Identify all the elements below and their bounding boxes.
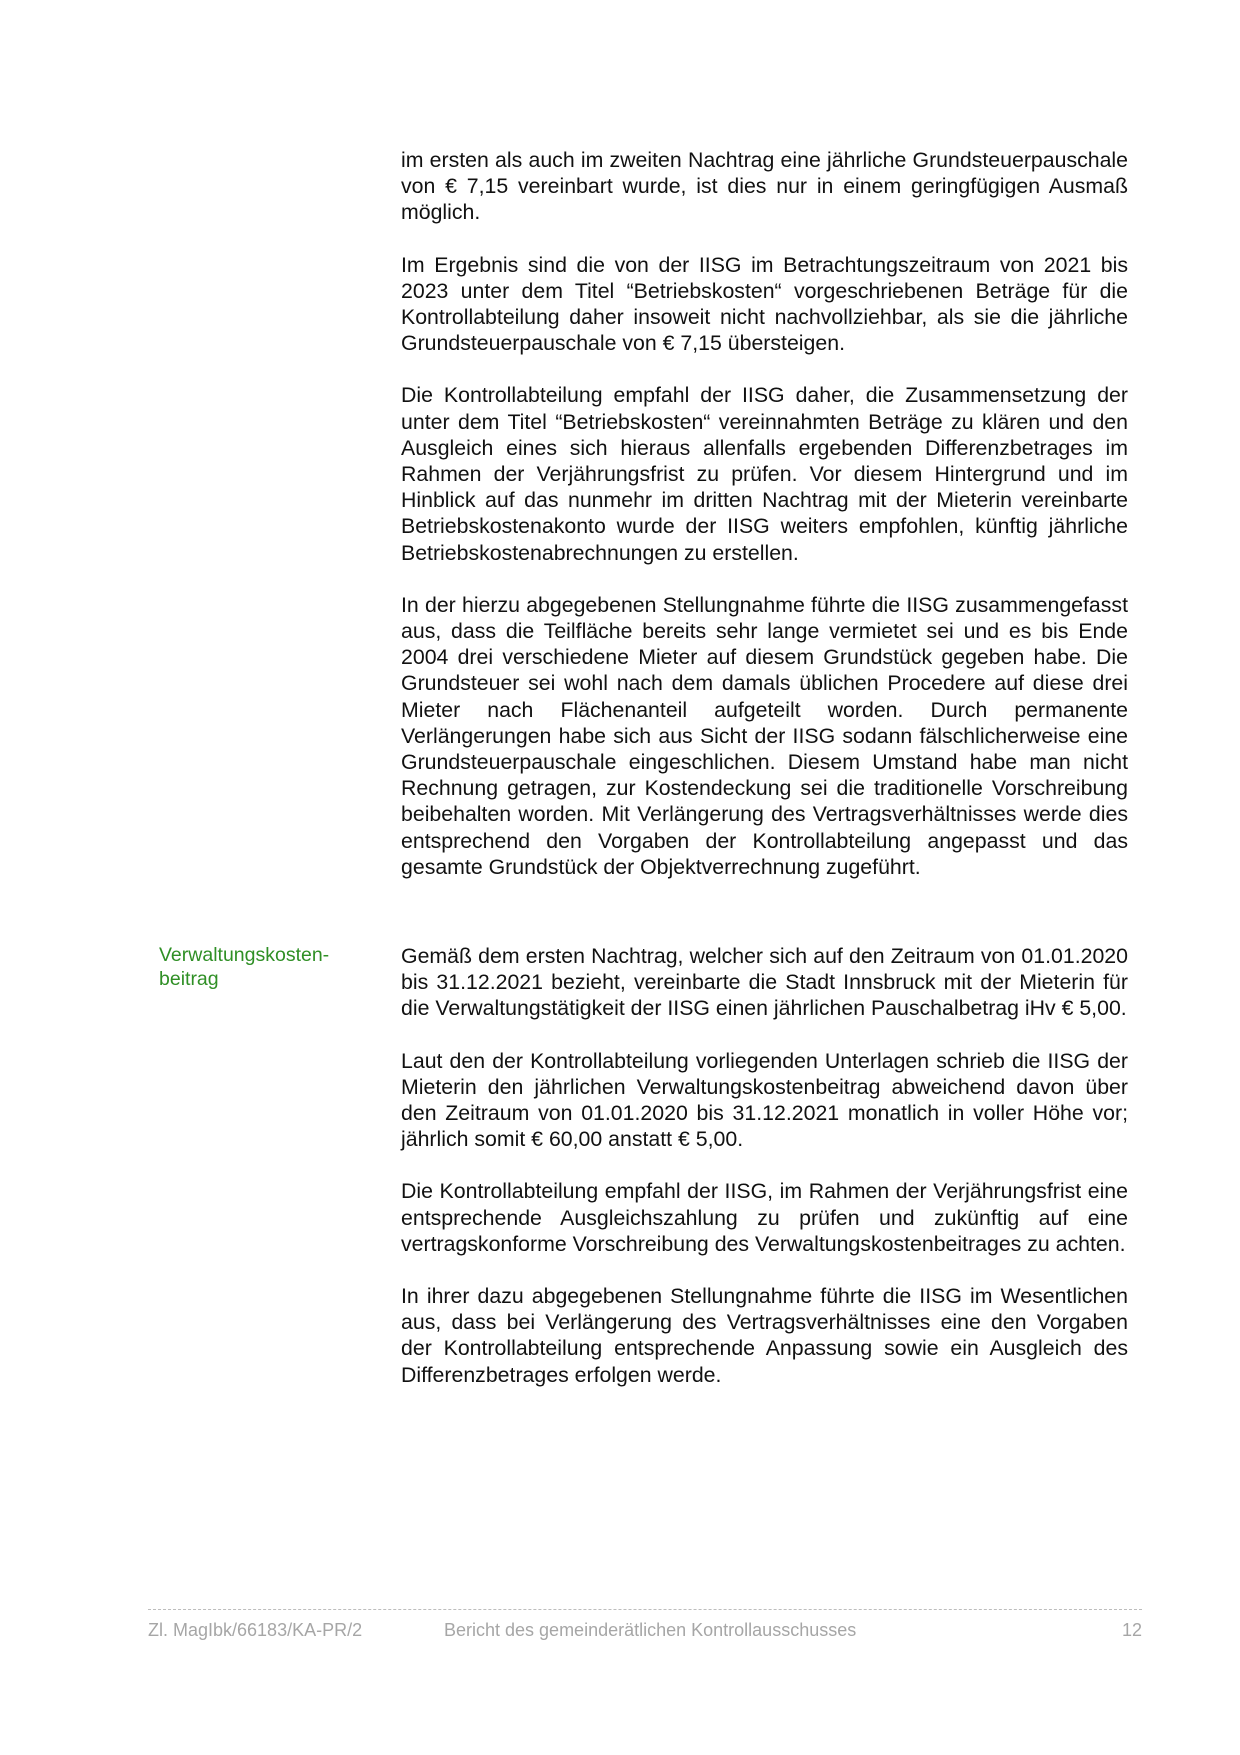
verwaltungskostenbeitrag-section <box>401 943 1128 1414</box>
margin-heading-line-2: beitrag <box>159 968 219 990</box>
paragraph-empfehlung-verwaltung: Die Kontrollabteilung empfahl der IISG, im Rahmen der Verjährungsfrist eine entsprechende Ausgleichszahlung zu prüfen und zukünftig auf eine vertragskonforme Vorschreibung des Verwaltungskostenbeitrages zu achten. <box>401 1179 1128 1256</box>
footer-reference: Zl. MagIbk/66183/KA-PR/2 <box>148 1620 363 1640</box>
paragraph-empfehlung-betriebskosten: Die Kontrollabteilung empfahl der IISG daher, die Zusammensetzung der unter dem Titel “Betriebskosten“ vereinnahmten Beträge zu klären und den Ausgleich eines sich hieraus allenfalls ergebenden Differenzbetrages im Rahmen der Verjährungsfrist zu prüfen. Vor diesem Hintergrund und im Hinblick auf das nunmehr im dritten Nachtrag mit der Mieterin vereinbarte Betriebskostenakonto wurde der IISG weiters empfohlen, künftig jährliche Betriebskostenabrechnungen zu erstellen. <box>401 383 1128 565</box>
footer-row <box>148 1620 1142 1650</box>
paragraph-ergebnis: Im Ergebnis sind die von der IISG im Betrachtungszeitraum von 2021 bis 2023 unter dem Titel “Betriebskosten“ vorgeschriebenen Beträge für die Kontrollabteilung daher insoweit nicht nachvollziehbar, als sie die jährliche Grundsteuerpauschale von € 7,15 übersteigen. <box>401 252 1128 356</box>
margin-heading-line-1: Verwaltungskosten- <box>159 944 330 966</box>
page-footer <box>148 1609 1142 1650</box>
paragraph-grundsteuer-continuation: im ersten als auch im zweiten Nachtrag eine jährliche Grundsteuerpauschale von € 7,15 vereinbart wurde, ist dies nur in einem geringfügigen Ausmaß möglich. <box>401 148 1128 225</box>
footer-divider <box>148 1609 1142 1610</box>
paragraph-stellungnahme-grundsteuer: In der hierzu abgegebenen Stellungnahme führte die IISG zusammengefasst aus, dass die Teilfläche bereits sehr lange vermietet sei und es bis Ende 2004 drei verschiedene Mieter auf diesem Grundstück gegeben habe. Die Grundsteuer sei wohl nach dem damals üblichen Procedere auf diese drei Mieter nach Flächenanteil aufgeteilt worden. Durch permanente Verlängerungen habe sich aus Sicht der IISG sodann fälschlicherweise eine Grundsteuerpauschale eingeschlichen. Diesem Umstand habe man nicht Rechnung getragen, zur Kostendeckung sei die traditionelle Vorschreibung beibehalten worden. Mit Verlängerung des Vertragsverhältnisses werde dies entsprechend den Vorgaben der Kontrollabteilung angepasst und das gesamte Grundstück der Objektverrechnung zugeführt. <box>401 592 1128 879</box>
body-text-column <box>401 147 1128 906</box>
paragraph-erster-nachtrag: Gemäß dem ersten Nachtrag, welcher sich auf den Zeitraum von 01.01.2020 bis 31.12.2021 bezieht, vereinbarte die Stadt Innsbruck mit der Mieterin für die Verwaltungstätigkeit der IISG einen jährlichen Pauschalbetrag iHv € 5,00. <box>401 944 1128 1021</box>
page-number: 12 <box>1121 1620 1142 1640</box>
paragraph-unterlagen: Laut den der Kontrollabteilung vorliegenden Unterlagen schrieb die IISG der Mieterin den jährlichen Verwaltungskostenbeitrag abweichend davon über den Zeitraum von 01.01.2020 bis 31.12.2021 monatlich in voller Höhe vor; jährlich somit € 60,00 anstatt € 5,00. <box>401 1048 1128 1152</box>
paragraph-stellungnahme-verwaltung: In ihrer dazu abgegebenen Stellungnahme führte die IISG im Wesentlichen aus, dass bei Verlängerung des Vertragsverhältnisses eine den Vorgaben der Kontrollabteilung entsprechende Anpassung sowie ein Ausgleich des Differenzbetrages erfolgen werde. <box>401 1284 1128 1387</box>
margin-heading-verwaltungskostenbeitrag <box>159 943 359 991</box>
footer-report-title: Bericht des gemeinderätlichen Kontrollausschusses <box>444 1620 857 1640</box>
